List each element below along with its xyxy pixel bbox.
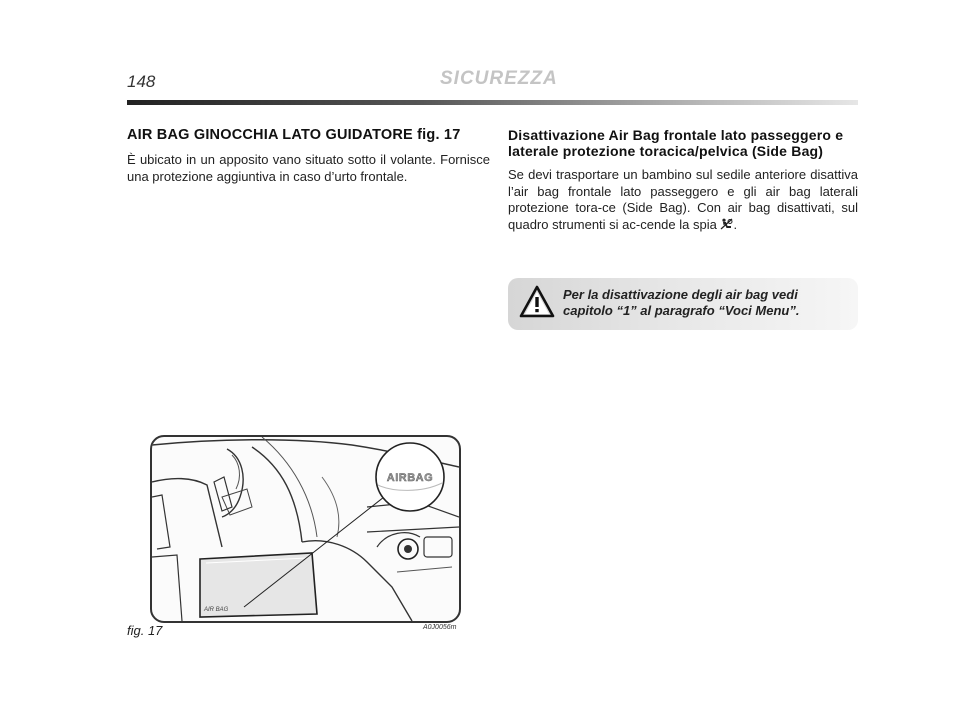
warning-note (508, 278, 858, 330)
callout-airbag-label: AIRBAG (386, 472, 434, 484)
right-column (508, 127, 858, 233)
left-column (127, 127, 490, 185)
deactivation-body-text: Se devi trasportare un bambino sul sedile anteriore disattiva l’air bag frontale lato passeggero e gli air bag laterali protezione tora-ce (Side Bag). Con air bag disattivati, sul quadro strumenti si ac-cende la spia (508, 167, 858, 232)
knee-airbag-heading: AIR BAG GINOCCHIA LATO GUIDATORE fig. 17 (127, 127, 461, 143)
deactivation-body-end: . (733, 216, 738, 232)
airbag-off-warning-light-icon (720, 218, 733, 230)
warning-triangle-icon (519, 285, 555, 319)
header-rule (127, 100, 858, 105)
warning-text: Per la disattivazione degli air bag vedi capitolo “1” al paragrafo “Voci Menu”. (563, 287, 800, 318)
knee-airbag-drawing (152, 437, 459, 621)
figure-code: A0J0056m (423, 624, 457, 631)
section-title: SICUREZZA (440, 68, 558, 89)
page-number: 148 (127, 72, 156, 91)
figure-17-illustration (150, 435, 461, 623)
knee-airbag-body: È ubicato in un apposito vano situato sotto il volante. Fornisce una protezione aggiuntiva in caso d’urto frontale. (127, 152, 490, 184)
deactivation-body (508, 167, 858, 233)
figure-label: fig. 17 (127, 623, 163, 638)
deactivation-heading: Disattivazione Air Bag frontale lato passeggero e laterale protezione toracica/pelvica (Side Bag) (508, 127, 844, 159)
panel-airbag-label: AIR BAG (204, 607, 229, 613)
